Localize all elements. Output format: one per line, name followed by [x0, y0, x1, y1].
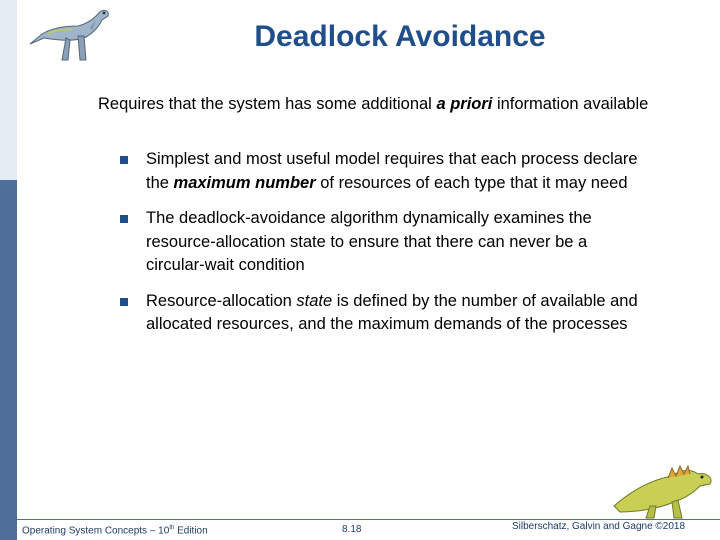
- bullet-text: Simplest and most useful model requires that each process declare the: [146, 150, 638, 192]
- intro-rest: information available: [492, 95, 649, 113]
- sidebar-bottom-strip: [0, 180, 17, 540]
- intro-paragraph: [98, 93, 658, 115]
- bullet-text: Resource-allocation: [146, 291, 297, 310]
- bullet-list: [118, 148, 638, 349]
- bullet-square-icon: [120, 156, 128, 164]
- bullet-item: [118, 290, 638, 337]
- dinosaur-logo-icon: [26, 4, 114, 72]
- footer-course-sup: th: [169, 525, 175, 531]
- footer-course-edition: Edition: [174, 525, 208, 537]
- footer-divider: [17, 519, 720, 520]
- bullet-item: [118, 207, 638, 278]
- bullet-text-rest: is defined by the number of available and allocated resources, and the maximum demands of the processes: [146, 291, 638, 333]
- bullet-square-icon: [120, 215, 128, 223]
- slide-title: Deadlock Avoidance: [254, 20, 546, 53]
- bullet-emphasis: maximum number: [173, 173, 316, 192]
- bullet-square-icon: [120, 298, 128, 306]
- page-number: 8.18: [342, 524, 362, 535]
- bullet-text: The deadlock-avoidance algorithm dynamically examines the resource-allocation state to ensure that there can never be a circular-wait condition: [146, 209, 592, 274]
- footer-copyright: Silberschatz, Galvin and Gagne ©2018: [512, 521, 686, 532]
- bullet-item: [118, 148, 638, 195]
- sidebar-top-strip: [0, 0, 17, 180]
- bullet-emphasis: state: [296, 291, 333, 310]
- footer-course-title: [22, 525, 208, 536]
- footer-course-text: Operating System Concepts – 10: [22, 525, 170, 537]
- intro-text: Requires that the system has some additional: [98, 95, 437, 113]
- dinosaur-footer-icon: [610, 462, 718, 520]
- intro-emphasis: a priori: [436, 95, 493, 113]
- bullet-text-rest: of resources of each type that it may need: [315, 173, 628, 192]
